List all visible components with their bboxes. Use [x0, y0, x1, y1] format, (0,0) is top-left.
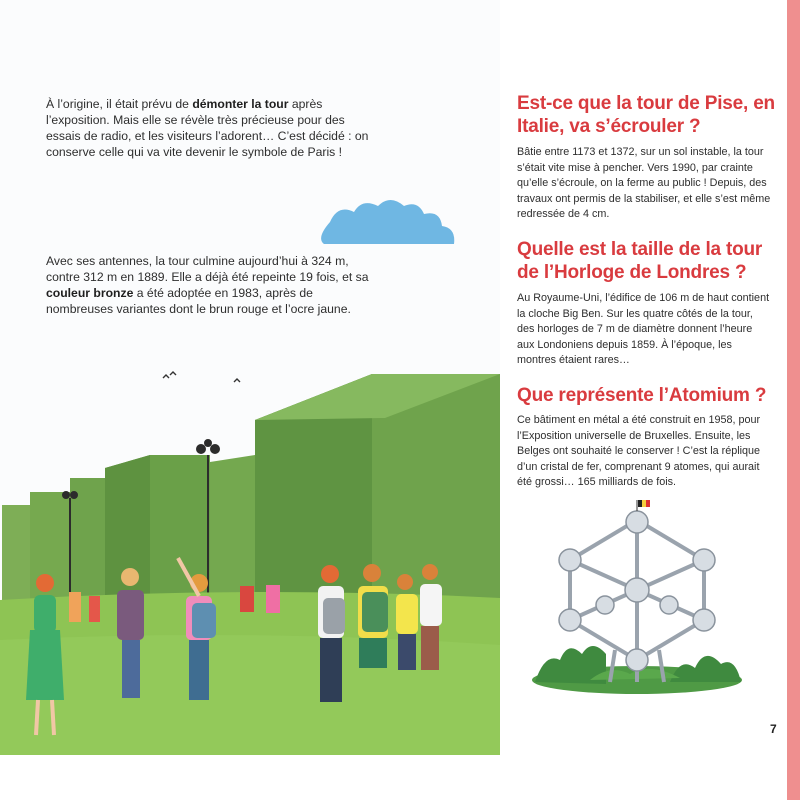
question-title-london: Quelle est la taille de la tour de l’Horloge de Londres ?	[517, 239, 763, 283]
page-number: 7	[770, 722, 777, 736]
antenna-text-end: a été adoptée en 1983, après de nombreuses variantes dont le brun rouge et l’ocre jaune.	[46, 286, 351, 316]
intro-text-end: après l’exposition. Mais elle se révèle très précieuse pour des essais de radio, et les visiteurs l’adorent… C’est décidé : on conserve celle qui va vite devenir le symbole de Paris !	[46, 97, 369, 159]
questions-column	[500, 0, 787, 800]
atomium-illustration	[530, 500, 745, 700]
antenna-highlight: couleur bronze	[46, 286, 134, 300]
page-edge-strip	[787, 0, 800, 800]
intro-text-start: À l’origine, il était prévu de	[46, 97, 193, 111]
question-title-pisa: Est-ce que la tour de Pise, en Italie, va s’écrouler ?	[517, 93, 775, 137]
intro-paragraph	[46, 96, 376, 160]
belgian-flag-icon	[637, 500, 650, 511]
answer-london: Au Royaume-Uni, l’édifice de 106 m de haut contient la cloche Big Ben. Sur les quatre côtés de la tour, des horloges de 7 m de diamètre donnent l’heure aux Londoniens depuis 1859. À l’époque, les montres étaient rares…	[517, 292, 770, 367]
question-title-atomium: Que représente l’Atomium ?	[517, 385, 767, 406]
antenna-paragraph	[46, 253, 376, 317]
birds-icon	[163, 372, 240, 382]
answer-atomium: Ce bâtiment en métal a été construit en 1958, pour l’Exposition universelle de Bruxelles. Ensuite, les Belges ont souhaité le conserver ! C’est la réplique d’un cristal de fer, comprenant 9 atomes, qui aurait été grossi… 165 milliards de fois.	[517, 414, 761, 489]
cloud-icon	[321, 200, 454, 244]
antenna-text-start: Avec ses antennes, la tour culmine aujourd’hui à 324 m, contre 312 m en 1889. Elle a déjà été repeinte 19 fois, et sa	[46, 254, 369, 284]
answer-pisa: Bâtie entre 1173 et 1372, sur un sol instable, la tour s’était vite mise à pencher. Vers 1990, par crainte qu’elle s’écroule, on la ferme au public ! Depuis, des travaux ont permis de la stabiliser, et elle s’est même redressée de 4 cm.	[517, 146, 771, 221]
intro-highlight: démonter la tour	[192, 97, 289, 111]
